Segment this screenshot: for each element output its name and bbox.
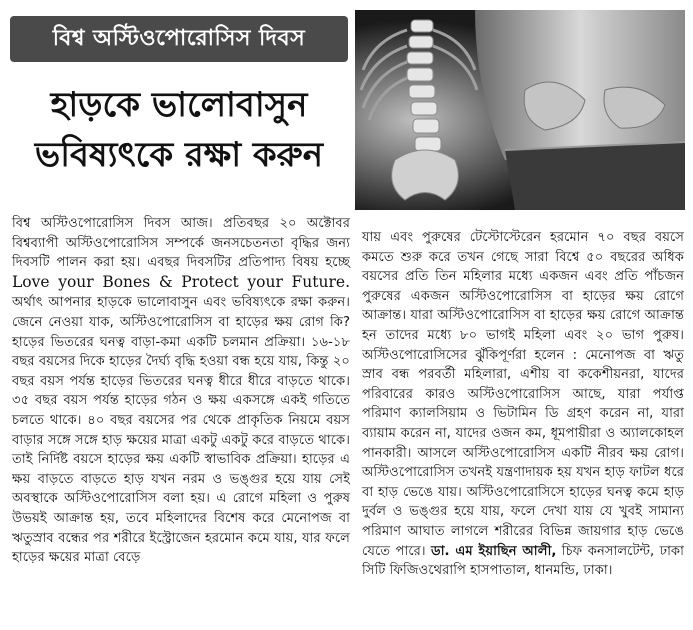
headline [8, 80, 350, 180]
article-intro: বিশ্ব অস্টিওপোরোসিস দিবস আজ। প্রতিবছর ২০ অক্টোবর বিশ্বব্যাপী অস্টিওপোরোসিস সম্পর্কে জনসচেতনতা বৃদ্ধির জন্য দিবসটি পালন করা হয়। এবছর দিবসটির প্রতিপাদ্য বিষয় হচ্ছে [12, 216, 350, 271]
article-paragraph-right [362, 228, 684, 581]
spine-xray-back-pain-icon [355, 10, 685, 210]
article-column-left [12, 214, 350, 568]
section-banner [10, 16, 348, 62]
headline-line-2: ভবিষ্যৎকে রক্ষা করুন [34, 135, 324, 175]
article-paragraph-left [12, 214, 350, 568]
article-body-right: যায় এবং পুরুষের টেস্টোস্টেরেন হরমোন ৭০ বছর বয়সে কমতে শুরু করে তখন গেছে সারা বিশ্বে ৫০ বছরের অধিক বয়সের প্রতি তিন মহিলার মধ্যে একজন এবং প্রতি পাঁচজন পুরুষের একজন অস্টিওপোরোসিস বা হাড়ের ক্ষয় রোগে আক্রান্ত। যারা অস্টিওপোরোসিস বা হাড়ের ক্ষয় রোগে আক্রান্ত হন তাদের মধ্যে ৮০ ভাগই মহিলা এবং ২০ ভাগ পুরুষ। অস্টিওপোরোসিসের ঝুঁকিপূর্ণরা হলেন : মেনোপজ বা ঋতু স্রাব বন্ধ পরবর্তী মহিলারা, এশীয় বা ককেশীয়নরা, যাদের পরিবারের কারও অস্টিওপোরোসিস আছে, যারা পর্যাপ্ত পরিমাণ ক্যালসিয়াম ও ভিটামিন ডি গ্রহণ করেন না, যারা ব্যায়াম করেন না, যাদের ওজন কম, ধূমপায়ীরা ও অ্যালকোহল পানকারী। আসলে অস্টিওপোরোসিস একটি নীরব ক্ষয় রোগ। অস্টিওপোরোসিস তখনই যন্ত্রণাদায়ক হয় যখন হাড় ফাটল ধরে বা হাড় ভেঙে যায়। অস্টিওপোরোসিসে হাড়ের ঘনত্ব কমে হাড় দুর্বল ও ভঙ্গুর হয়ে যায়, ফলে দেখা যায় যে খুবই সামান্য পরিমাণ আঘাত লাগলে শরীরের বিভিন্ন জায়গার হাড় ভেঙে যেতে পারে। [362, 230, 684, 559]
author-details: চিফ কনসালটেন্ট, ঢাকা সিটি ফিজিওথেরাপি হাসপাতাল, ধানমন্ডি, ঢাকা। [362, 543, 684, 579]
article-column-right [362, 228, 684, 581]
theme-english: Love your Bones & Protect your Future. [12, 272, 350, 291]
headline-line-1: হাড়কে ভালোবাসুন [50, 85, 308, 125]
author-name: ডা. এম ইয়াছিন আলী, [431, 543, 557, 559]
article-body-left: অর্থাৎ আপনার হাড়কে ভালোবাসুন এবং ভবিষ্যৎকে রক্ষা করুন। জেনে নেওয়া যাক, অস্টিওপোরোসিস বা হাড়ের ক্ষয় রোগ কি? হাড়ের ভিতরের ঘনত্ব বাড়া-কমা একটি চলমান প্রক্রিয়া। ১৬-১৮ বছর বয়সের দিকে হাড়ের দৈর্ঘ্য বৃদ্ধি হওয়া বন্ধ হয়ে যায়, কিন্তু ২০ বছর বয়স পর্যন্ত হাড়ের ভিতরের ঘনত্ব ধীরে ধীরে বাড়তে থাকে। ৩৫ বছর বয়স পর্যন্ত হাড়ের গঠন ও ক্ষয় একসঙ্গে একই গতিতে চলতে থাকে। ৪০ বছর বয়সের পর থেকে প্রাকৃতিক নিয়মে বয়স বাড়ার সঙ্গে সঙ্গে হাড় ক্ষয়ের মাত্রা একটু একটু করে বাড়তে থাকে। তাই নির্দিষ্ট বয়সে হাড়ের ক্ষয় একটি স্বাভাবিক প্রক্রিয়া। হাড়ের এ ক্ষয় বাড়তে বাড়তে হাড় যখন নরম ও ভঙ্গুর হয়ে যায় সেই অবস্থাকে অস্টিওপোরোসিস বলা হয়। এ রোগে মহিলা ও পুরুষ উভয়ই আক্রান্ত হয়, তবে মহিলাদের বিশেষ করে মেনোপজ বা ঋতুস্রাব বন্ধের পর শরীরে ইস্ট্রোজেন হরমোন কমে যায়, যার ফলে হাড়ের ক্ষয়ের মাত্রা বেড়ে [12, 295, 350, 566]
banner-text: বিশ্ব অস্টিওপোরোসিস দিবস [52, 25, 306, 51]
